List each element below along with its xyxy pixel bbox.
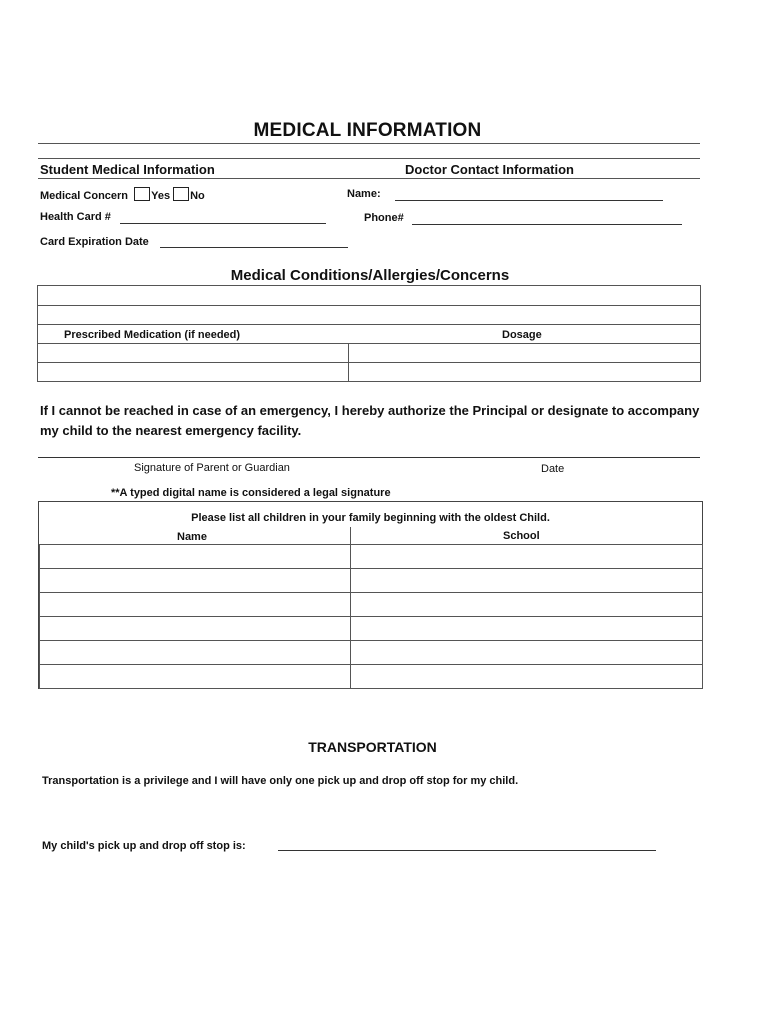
medical-concern-row xyxy=(40,187,205,202)
health-card-label: Health Card # xyxy=(40,211,111,223)
student-medical-heading: Student Medical Information xyxy=(40,162,215,177)
transportation-statement: Transportation is a privilege and I will have only one pick up and drop off stop for my child. xyxy=(42,775,519,787)
doctor-name-field[interactable] xyxy=(395,200,663,201)
child-name-cell-3[interactable] xyxy=(39,592,351,617)
doctor-phone-field[interactable] xyxy=(412,224,682,225)
child-school-cell-4[interactable] xyxy=(350,616,703,641)
signature-line[interactable] xyxy=(38,457,700,458)
card-expiration-field[interactable] xyxy=(160,247,348,248)
child-name-cell-5[interactable] xyxy=(39,640,351,665)
transportation-heading: TRANSPORTATION xyxy=(308,739,437,755)
child-school-cell-3[interactable] xyxy=(350,592,703,617)
child-school-cell-6[interactable] xyxy=(350,664,703,689)
dosage-header: Dosage xyxy=(502,329,542,341)
stop-field[interactable] xyxy=(278,850,656,851)
yes-checkbox[interactable] xyxy=(134,187,150,201)
child-name-cell-4[interactable] xyxy=(39,616,351,641)
dosage-cell-1[interactable] xyxy=(348,343,701,363)
health-card-field[interactable] xyxy=(120,223,326,224)
yes-label: Yes xyxy=(151,190,171,202)
doctor-contact-heading: Doctor Contact Information xyxy=(405,162,574,177)
medication-header: Prescribed Medication (if needed) xyxy=(64,329,241,341)
stop-label: My child's pick up and drop off stop is: xyxy=(42,840,246,852)
no-checkbox[interactable] xyxy=(173,187,189,201)
date-label: Date xyxy=(541,463,565,475)
child-name-cell-6[interactable] xyxy=(39,664,351,689)
child-name-cell-2[interactable] xyxy=(39,568,351,593)
medication-cell-1[interactable] xyxy=(37,343,349,363)
card-expiration-label: Card Expiration Date xyxy=(40,236,149,248)
conditions-field-2[interactable] xyxy=(37,305,701,325)
children-instruction: Please list all children in your family beginning with the oldest Child. xyxy=(191,512,550,524)
heading-underline xyxy=(38,178,700,179)
child-school-cell-2[interactable] xyxy=(350,568,703,593)
medication-cell-2[interactable] xyxy=(37,362,349,382)
digital-signature-note: **A typed digital name is considered a legal signature xyxy=(111,487,391,499)
title-rule xyxy=(38,143,700,144)
conditions-field-1[interactable] xyxy=(37,285,701,306)
signature-label: Signature of Parent or Guardian xyxy=(134,462,290,474)
child-name-cell-1[interactable] xyxy=(39,544,351,569)
child-school-cell-5[interactable] xyxy=(350,640,703,665)
children-school-header: School xyxy=(503,530,540,542)
doctor-name-label: Name: xyxy=(347,188,381,200)
children-header-divider xyxy=(350,527,351,545)
authorization-text: If I cannot be reached in case of an emergency, I hereby authorize the Principal or designate to accompany my child to the nearest emergency facility. xyxy=(40,403,700,438)
children-name-header: Name xyxy=(177,531,207,543)
page-title: MEDICAL INFORMATION xyxy=(253,120,482,141)
child-school-cell-1[interactable] xyxy=(350,544,703,569)
no-label: No xyxy=(190,190,205,202)
medical-concern-label: Medical Concern xyxy=(40,190,129,202)
dosage-cell-2[interactable] xyxy=(348,362,701,382)
conditions-heading: Medical Conditions/Allergies/Concerns xyxy=(230,267,510,284)
section-top-rule xyxy=(38,158,700,159)
doctor-phone-label: Phone# xyxy=(364,212,404,224)
